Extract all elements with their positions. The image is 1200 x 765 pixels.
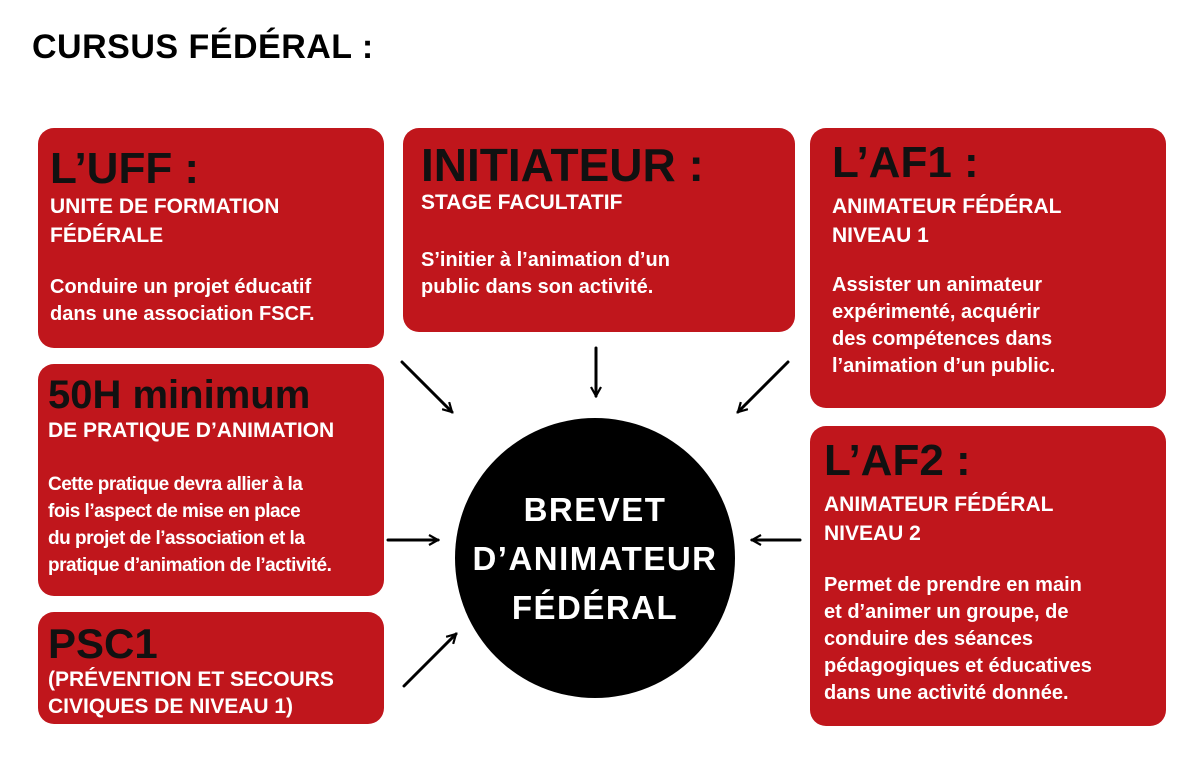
box-af1-heading: L’AF1 : <box>832 138 979 187</box>
box-pratique-heading: 50H minimum <box>48 373 311 417</box>
center-circle <box>455 418 735 698</box>
box-uff-heading: L’UFF : <box>50 144 200 193</box>
box-af2-body <box>824 572 1166 707</box>
body-line: pratique d’animation de l’activité. <box>48 555 332 576</box>
subtitle-line: NIVEAU 2 <box>824 522 921 545</box>
body-line: Assister un animateur <box>832 274 1043 296</box>
box-psc1 <box>38 612 384 724</box>
box-initiateur-subtitle <box>421 188 795 217</box>
center-line: FÉDÉRAL <box>511 588 679 626</box>
box-psc1-heading: PSC1 <box>48 620 158 667</box>
box-af1-subtitle <box>832 192 1166 250</box>
subtitle-line: FÉDÉRALE <box>50 224 164 247</box>
body-line: Permet de prendre en main <box>824 574 1082 596</box>
box-af2-subtitle <box>824 490 1166 548</box>
center-line: D’ANIMATEUR <box>472 539 718 577</box>
box-af1 <box>810 128 1166 408</box>
box-af2-heading: L’AF2 : <box>824 436 971 485</box>
subtitle-line: ANIMATEUR FÉDÉRAL <box>824 493 1054 516</box>
body-line: Conduire un projet éducatif <box>50 276 312 298</box>
body-line: conduire des séances <box>824 628 1033 650</box>
box-af1-body <box>832 272 1166 380</box>
subtitle-line: UNITE DE FORMATION <box>50 195 280 218</box>
box-pratique <box>38 364 384 596</box>
page-title: CURSUS FÉDÉRAL : <box>32 28 374 66</box>
arrow-icon <box>738 362 788 412</box>
body-line: fois l’aspect de mise en place <box>48 501 301 522</box>
subtitle-line: NIVEAU 1 <box>832 224 929 247</box>
box-initiateur-heading: INITIATEUR : <box>421 139 704 191</box>
body-line: dans une activité donnée. <box>824 682 1069 704</box>
body-line: expérimenté, acquérir <box>832 301 1040 323</box>
body-line: l’animation d’un public. <box>832 355 1056 377</box>
box-pratique-body <box>48 471 384 579</box>
box-uff-body <box>50 274 384 328</box>
box-initiateur <box>403 128 795 332</box>
subtitle-line: ANIMATEUR FÉDÉRAL <box>832 195 1062 218</box>
subtitle-line: DE PRATIQUE D’ANIMATION <box>48 419 335 442</box>
body-line: S’initier à l’animation d’un <box>421 249 670 271</box>
subtitle-line: STAGE FACULTATIF <box>421 191 623 214</box>
body-line: des compétences dans <box>832 328 1053 350</box>
arrow-icon <box>402 362 452 412</box>
box-pratique-subtitle <box>48 416 384 445</box>
body-line: Cette pratique devra allier à la <box>48 474 303 495</box>
body-line: pédagogiques et éducatives <box>824 655 1092 677</box>
body-line: public dans son activité. <box>421 276 654 298</box>
box-af2 <box>810 426 1166 726</box>
arrow-icon <box>404 634 456 686</box>
center-line: BREVET <box>523 490 667 528</box>
subtitle-line: CIVIQUES DE NIVEAU 1) <box>48 695 294 718</box>
body-line: du projet de l’association et la <box>48 528 305 549</box>
box-uff <box>38 128 384 348</box>
box-uff-subtitle <box>50 192 384 250</box>
subtitle-line: (PRÉVENTION ET SECOURS <box>48 668 334 691</box>
body-line: dans une association FSCF. <box>50 303 315 325</box>
box-initiateur-body <box>421 247 795 301</box>
box-psc1-subtitle <box>48 666 384 720</box>
body-line: et d’animer un groupe, de <box>824 601 1069 623</box>
